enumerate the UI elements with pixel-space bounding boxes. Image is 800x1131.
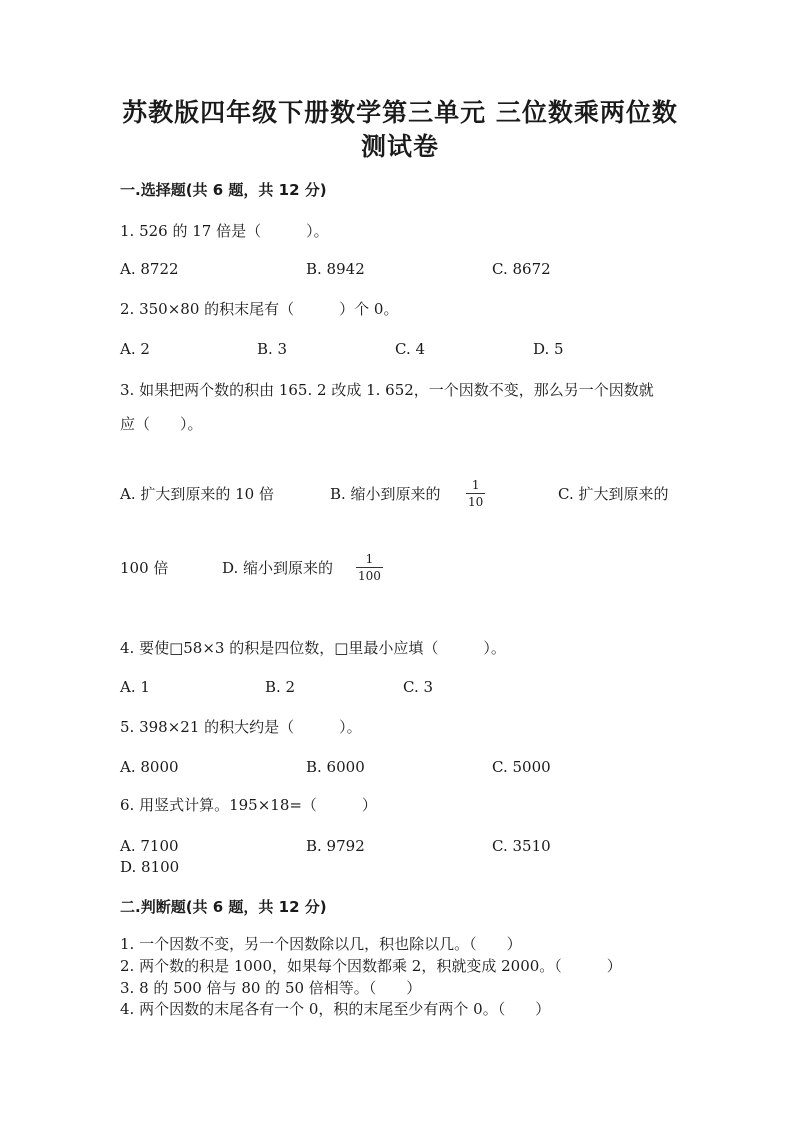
fraction-one-hundredth [356, 552, 383, 583]
question-5-option-a: A. 8000 [120, 758, 179, 776]
fraction-bar [466, 493, 485, 494]
section-heading-true-false: 二.判断题(共 6 题，共 12 分) [120, 898, 327, 916]
question-1-option-b: B. 8942 [306, 260, 365, 278]
question-4-option-b: B. 2 [265, 678, 296, 696]
question-6-option-b: B. 9792 [306, 837, 365, 855]
question-2-option-b: B. 3 [257, 340, 288, 358]
section-heading-choice: 一.选择题(共 6 题，共 12 分) [120, 181, 327, 199]
question-3-option-b: B. 缩小到原来的 [330, 485, 441, 503]
question-2-option-c: C. 4 [395, 340, 426, 358]
question-2-stem: 2. 350×80 的积末尾有（ ）个 0。 [120, 300, 399, 318]
judgment-item-3: 3. 8 的 500 倍与 80 的 50 倍相等。（ ） [120, 979, 422, 997]
question-4-option-a: A. 1 [120, 678, 150, 696]
question-5-option-b: B. 6000 [306, 758, 365, 776]
fraction-one-tenth [466, 478, 485, 509]
question-3-option-c: C. 扩大到原来的 [558, 485, 669, 503]
question-5-option-c: C. 5000 [492, 758, 551, 776]
judgment-item-4: 4. 两个因数的末尾各有一个 0，积的末尾至少有两个 0。（ ） [120, 1000, 551, 1018]
question-3-option-c-continued: 100 倍 [120, 559, 169, 577]
fraction-denominator: 10 [468, 495, 484, 509]
question-5-stem: 5. 398×21 的积大约是（ ）。 [120, 718, 362, 736]
page-title-line-1: 苏教版四年级下册数学第三单元 三位数乘两位数 [122, 98, 678, 127]
question-4-stem: 4. 要使□58×3 的积是四位数，□里最小应填（ ）。 [120, 639, 506, 657]
question-2-option-a: A. 2 [120, 340, 150, 358]
question-2-option-d: D. 5 [533, 340, 564, 358]
question-6-option-c: C. 3510 [492, 837, 551, 855]
fraction-numerator: 1 [365, 552, 374, 566]
question-3-stem-line-1: 3. 如果把两个数的积由 165. 2 改成 1. 652，一个因数不变，那么另一个因数就 [120, 381, 654, 399]
page-title-line-2: 测试卷 [360, 132, 439, 161]
judgment-item-1: 1. 一个因数不变，另一个因数除以几，积也除以几。（ ） [120, 935, 522, 953]
question-3-stem-line-2: 应（ ）。 [120, 415, 203, 433]
question-1-option-a: A. 8722 [120, 260, 179, 278]
question-1-stem: 1. 526 的 17 倍是（ ）。 [120, 222, 329, 240]
question-3-option-d: D. 缩小到原来的 [222, 559, 334, 577]
question-6-option-d: D. 8100 [120, 858, 180, 876]
fraction-bar [356, 567, 383, 568]
question-3-option-a: A. 扩大到原来的 10 倍 [120, 485, 274, 503]
fraction-numerator: 1 [471, 478, 480, 492]
question-4-option-c: C. 3 [403, 678, 434, 696]
fraction-denominator: 100 [358, 569, 381, 583]
question-6-option-a: A. 7100 [120, 837, 179, 855]
question-6-stem: 6. 用竖式计算。195×18=（ ） [120, 796, 377, 814]
question-1-option-c: C. 8672 [492, 260, 551, 278]
judgment-item-2: 2. 两个数的积是 1000，如果每个因数都乘 2，积就变成 2000。（ ） [120, 957, 622, 975]
